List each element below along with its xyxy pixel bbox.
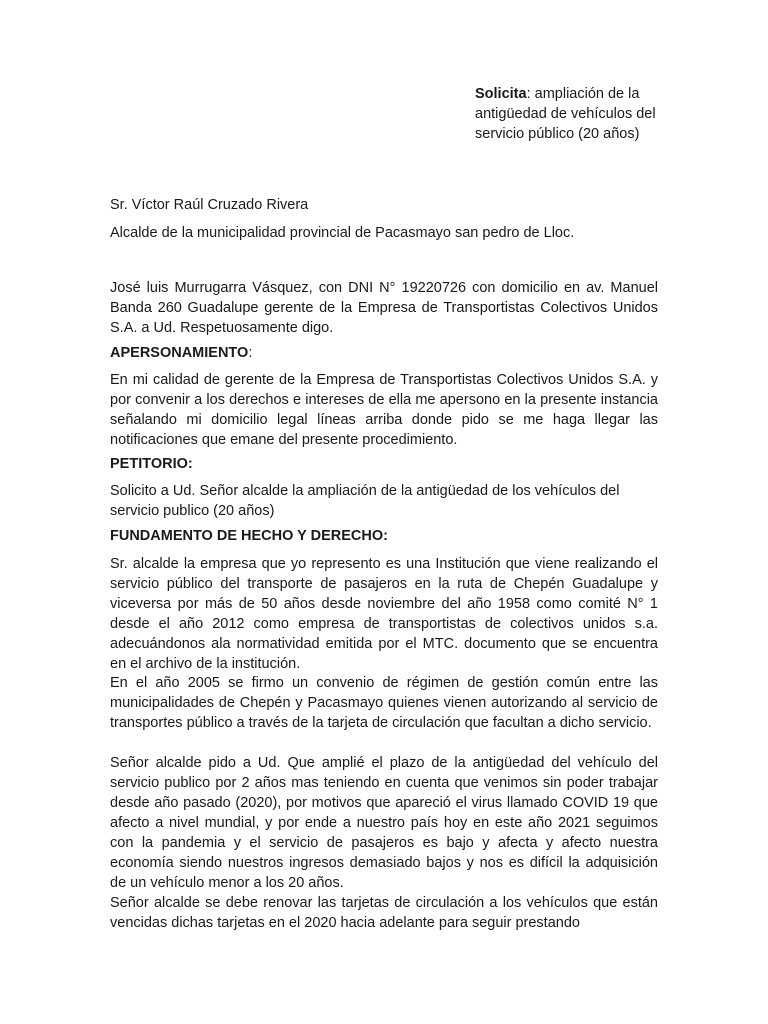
apersonamiento-heading: APERSONAMIENTO: [110, 345, 249, 361]
fundamento-heading: FUNDAMENTO DE HECHO Y DERECHO:: [110, 528, 388, 544]
subject-block: [475, 84, 675, 144]
recipient-title: Alcalde de la municipalidad provincial de Pacasmayo san pedro de Lloc.: [110, 225, 575, 241]
apersonamiento-heading-line: [110, 343, 658, 363]
petitorio-body: Solicito a Ud. Señor alcalde la ampliación de la antigüedad de los vehículos del servicio publico (20 años): [110, 483, 620, 519]
fundamento-paragraph-4: Señor alcalde se debe renovar las tarjetas de circulación a los vehículos que están vencidas dichas tarjetas en el 2020 hacia adelante para seguir prestando: [110, 895, 658, 931]
apersonamiento-heading-suffix: :: [248, 345, 253, 361]
subject-text: : ampliación de la antigüedad de vehículos del servicio público (20 años): [475, 86, 656, 142]
fundamento-paragraph-3: Señor alcalde pido a Ud. Que amplié el plazo de la antigüedad del vehículo del servicio publico por 2 años mas teniendo en cuenta que venimos sin poder trabajar desde año pasado (2020), por motivos que apareció el virus llamado COVID 19 que afecto a nivel mundial, y por ende a nuestro país hoy en este año 2021 seguimos con la pandemia y el servicio de pasajeros es bajo y afecta y afecto nuestra economía siendo nuestros ingresos demasiado bajos y nos es difícil la adquisición de un vehículo menor a los 20 años.: [110, 755, 658, 891]
subject-label: Solicita: [475, 86, 527, 102]
petitorio-heading: PETITORIO:: [110, 456, 193, 472]
apersonamiento-body: En mi calidad de gerente de la Empresa de Transportistas Colectivos Unidos S.A. y por convenir a los derechos e intereses de ella me apersono en la presente instancia señalando mi domicilio legal líneas arriba donde pido se me haga llegar las notificaciones que emane del presente procedimiento.: [110, 372, 658, 448]
fundamento-paragraph-2: En el año 2005 se firmo un convenio de régimen de gestión común entre las municipalidades de Chepén y Pacasmayo quienes vienen autorizando al servicio de transportes público a través de la tarjeta de circulación que facultan a dicho servicio.: [110, 675, 658, 731]
intro-paragraph: José luis Murrugarra Vásquez, con DNI N° 19220726 con domicilio en av. Manuel Banda 260 Guadalupe gerente de la Empresa de Transportistas Colectivos Unidos S.A. a Ud. Respetuosamente digo.: [110, 280, 658, 336]
fundamento-paragraph-1: Sr. alcalde la empresa que yo represento es una Institución que viene realizando el servicio público del transporte de pasajeros en la ruta de Chepén Guadalupe y viceversa por más de 50 años desde noviembre del año 1958 como comité N° 1 desde el año 2012 como empresa de transportistas de colectivos unidos s.a. adecuándonos ala normatividad emitida por el MTC. documento que se encuentra en el archivo de la institución.: [110, 556, 658, 672]
recipient-name: Sr. Víctor Raúl Cruzado Rivera: [110, 197, 309, 213]
